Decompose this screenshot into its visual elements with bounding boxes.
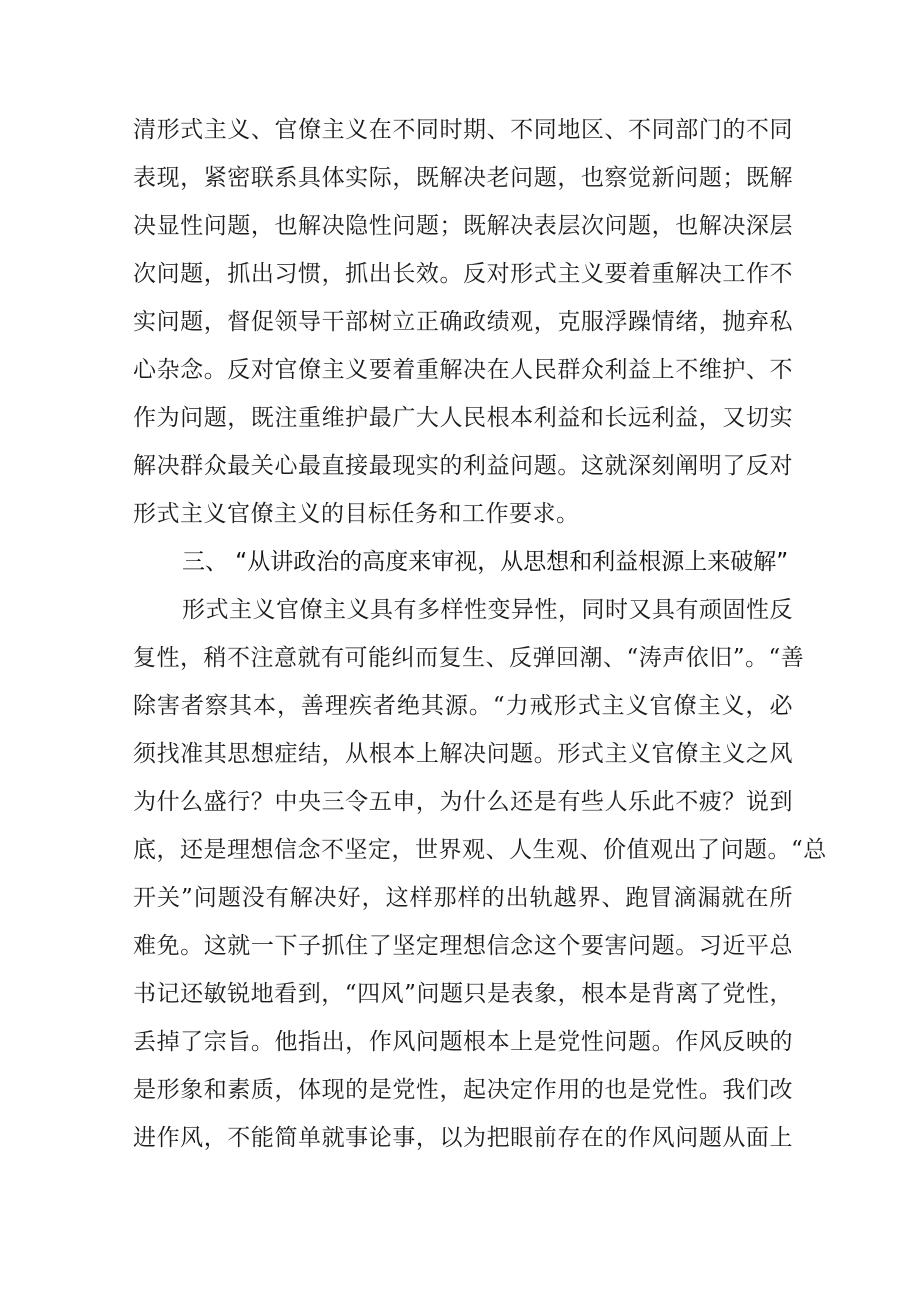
paragraph-2-line-12: 进作风，不能简单就事论事，以为把眼前存在的作风问题从面上: [133, 1125, 793, 1151]
paragraph-2-line-2: 复性，稍不注意就有可能纠而复生、反弹回潮、“涛声依旧”。“善: [133, 645, 805, 671]
paragraph-1-line-5: 实问题，督促领导干部树立正确政绩观，克服浮躁情绪，抛弃私: [133, 309, 793, 335]
paragraph-2-line-6: 底，还是理想信念不坚定，世界观、人生观、价值观出了问题。“总: [133, 837, 827, 863]
paragraph-2-line-4: 须找准其思想症结，从根本上解决问题。形式主义官僚主义之风: [133, 741, 793, 767]
paragraph-1-line-2: 表现，紧密联系具体实际，既解决老问题，也察觉新问题；既解: [133, 165, 793, 191]
paragraph-2-line-11: 是形象和素质，体现的是党性，起决定作用的也是党性。我们改: [133, 1077, 793, 1103]
paragraph-2-line-8: 难免。这就一下子抓住了坚定理想信念这个要害问题。习近平总: [133, 933, 793, 959]
paragraph-1-line-1: 清形式主义、官僚主义在不同时期、不同地区、不同部门的不同: [133, 117, 793, 143]
paragraph-1-line-7: 作为问题，既注重维护最广大人民根本利益和长远利益，又切实: [133, 405, 793, 431]
paragraph-2-line-1: 形式主义官僚主义具有多样性变异性，同时又具有顽固性反: [182, 597, 793, 623]
section-heading: 三、 “从讲政治的高度来审视，从思想和利益根源上来破解”: [182, 549, 789, 575]
paragraph-1-line-6: 心杂念。反对官僚主义要着重解决在人民群众利益上不维护、不: [133, 357, 793, 383]
paragraph-2-line-3: 除害者察其本，善理疾者绝其源。“力戒形式主义官僚主义，必: [133, 693, 793, 719]
paragraph-2-line-10: 丢掉了宗旨。他指出，作风问题根本上是党性问题。作风反映的: [133, 1029, 793, 1055]
paragraph-2-line-7: 开关”问题没有解决好，这样那样的出轨越界、跑冒滴漏就在所: [133, 885, 793, 911]
paragraph-2-line-5: 为什么盛行？中央三令五申，为什么还是有些人乐此不疲？说到: [133, 789, 793, 815]
paragraph-1-line-8: 解决群众最关心最直接最现实的利益问题。这就深刻阐明了反对: [133, 453, 793, 479]
paragraph-1-line-4: 次问题，抓出习惯，抓出长效。反对形式主义要着重解决工作不: [133, 261, 793, 287]
paragraph-2-line-9: 书记还敏锐地看到，“四风”问题只是表象，根本是背离了党性，: [133, 981, 793, 1007]
paragraph-1-line-9: 形式主义官僚主义的目标任务和工作要求。: [133, 501, 580, 527]
paragraph-1-line-3: 决显性问题，也解决隐性问题；既解决表层次问题，也解决深层: [133, 213, 793, 239]
